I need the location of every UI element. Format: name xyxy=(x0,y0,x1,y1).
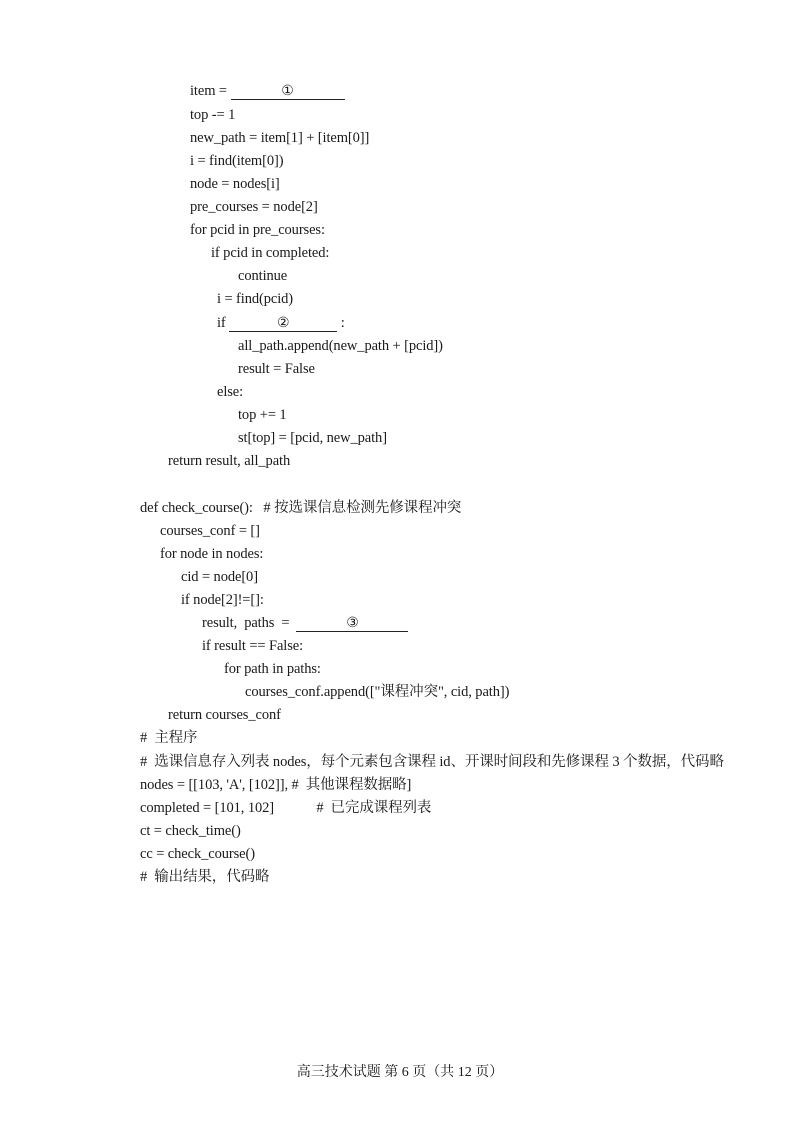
code-text: pre_courses = node[2] xyxy=(190,199,318,215)
page-footer: 高三技术试题 第 6 页（共 12 页） xyxy=(296,1065,504,1080)
code-text: if result == False: xyxy=(202,638,304,654)
code-line xyxy=(140,822,241,840)
code-line xyxy=(140,729,197,747)
code-line xyxy=(140,799,431,817)
code-line xyxy=(217,314,345,332)
code-text: for path in paths: xyxy=(224,661,321,677)
code-text-after: # 已完成课程列表 xyxy=(274,800,432,816)
code-text: # 选课信息存入列表 nodes，每个元素包含课程 id、开课时间段和先修课程 3 个数据，代码略 xyxy=(140,754,724,770)
code-text: top += 1 xyxy=(238,407,287,423)
code-text: if xyxy=(217,315,230,331)
code-line xyxy=(190,198,318,216)
code-line xyxy=(160,545,263,563)
code-text: if pcid in completed: xyxy=(211,245,330,261)
code-line xyxy=(245,683,509,701)
code-text: i = find(item[0]) xyxy=(190,153,284,169)
code-text: for node in nodes: xyxy=(160,546,264,562)
code-line xyxy=(140,776,411,794)
code-text: node = nodes[i] xyxy=(190,176,280,192)
code-text: def check_course(): # 按选课信息检测先修课程冲突 xyxy=(140,500,462,516)
code-line xyxy=(190,221,325,239)
code-text: else: xyxy=(217,384,244,400)
code-line xyxy=(217,290,293,308)
code-line xyxy=(168,706,281,724)
code-line xyxy=(190,175,280,193)
code-line xyxy=(238,406,287,424)
code-line xyxy=(238,360,315,378)
answer-blank: ① xyxy=(231,84,345,100)
code-text: nodes = [[103, 'A', [102]], # 其他课程数据略] xyxy=(140,777,412,793)
code-line xyxy=(211,244,329,262)
code-text: cc = check_course() xyxy=(140,846,255,862)
code-text: all_path.append(new_path + [pcid]) xyxy=(238,338,443,354)
code-text-after: : xyxy=(337,315,345,331)
code-line xyxy=(217,383,243,401)
code-line xyxy=(190,129,369,147)
code-line xyxy=(140,499,461,517)
code-line xyxy=(202,614,408,632)
code-line xyxy=(190,106,235,124)
code-text: courses_conf.append(["课程冲突", cid, path]) xyxy=(245,684,510,700)
code-line xyxy=(140,845,255,863)
code-text: courses_conf = [] xyxy=(160,523,260,539)
code-line xyxy=(190,82,345,100)
code-text: return result, all_path xyxy=(168,453,291,469)
code-line xyxy=(190,152,283,170)
code-text: result, paths = xyxy=(202,615,297,631)
code-text: result = False xyxy=(238,361,315,377)
code-line xyxy=(160,522,260,540)
code-line xyxy=(238,337,443,355)
code-line xyxy=(168,452,290,470)
code-line xyxy=(140,868,269,886)
code-text: st[top] = [pcid, new_path] xyxy=(238,430,387,446)
code-line xyxy=(181,568,258,586)
code-text: new_path = item[1] + [item[0]] xyxy=(190,130,370,146)
code-text: # 输出结果，代码略 xyxy=(140,869,270,885)
code-line xyxy=(140,753,724,771)
code-line xyxy=(181,591,264,609)
code-text: ct = check_time() xyxy=(140,823,241,839)
code-text: top -= 1 xyxy=(190,107,236,123)
code-text: i = find(pcid) xyxy=(217,291,294,307)
code-text: for pcid in pre_courses: xyxy=(190,222,325,238)
answer-blank: ② xyxy=(229,316,337,332)
code-text: if node[2]!=[]: xyxy=(181,592,264,608)
code-line xyxy=(224,660,321,678)
answer-blank: ③ xyxy=(296,616,408,632)
code-text: completed = [101, 102] xyxy=(140,800,275,816)
code-text: continue xyxy=(238,268,288,284)
code-text: item = xyxy=(190,83,231,99)
code-line xyxy=(238,429,387,447)
code-line xyxy=(238,267,287,285)
code-text: cid = node[0] xyxy=(181,569,258,585)
code-text: # 主程序 xyxy=(140,730,198,746)
code-line xyxy=(202,637,303,655)
code-text: return courses_conf xyxy=(168,707,281,723)
